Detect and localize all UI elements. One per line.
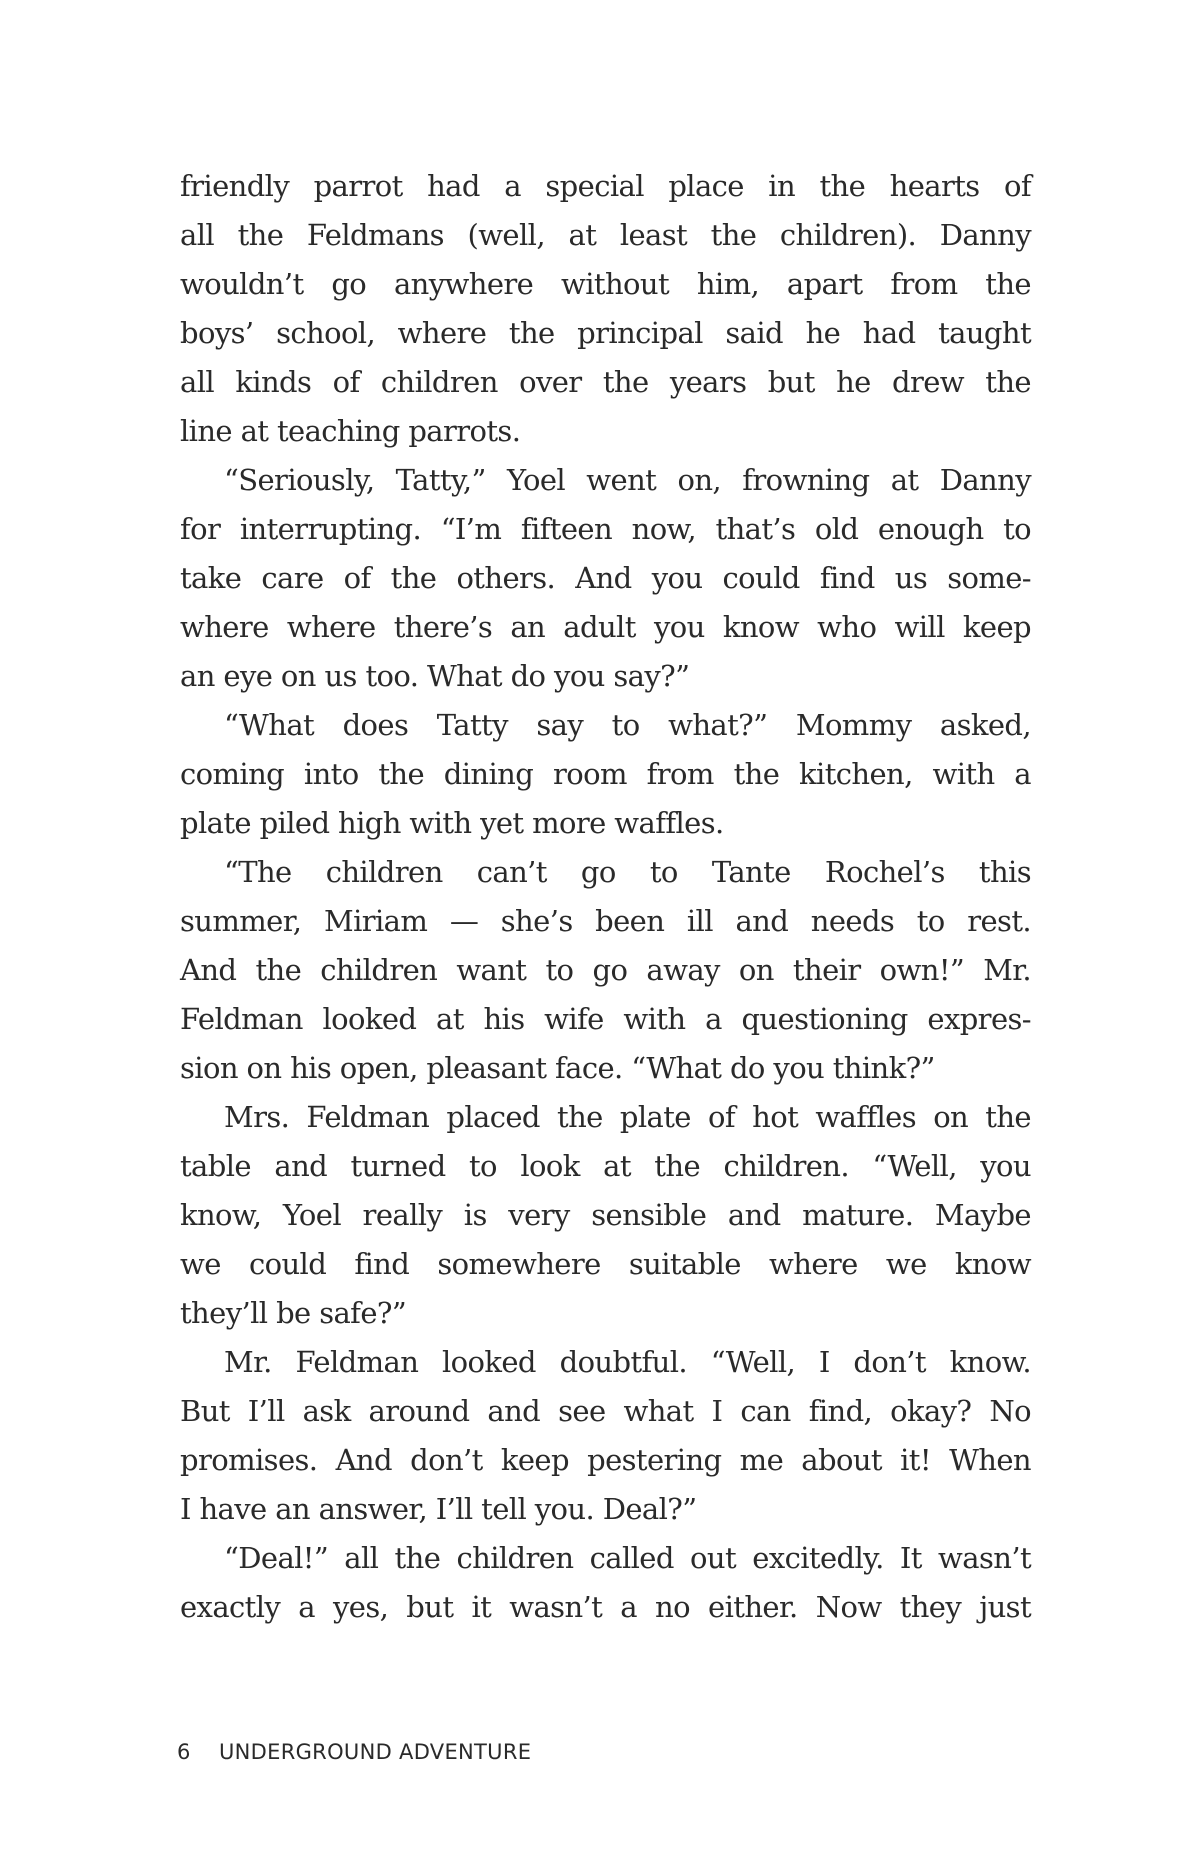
text-line: an eye on us too. What do you say?” bbox=[180, 659, 690, 693]
text-line: I have an answer, I’ll tell you. Deal?” bbox=[180, 1492, 697, 1526]
text-line: they’ll be safe?” bbox=[180, 1296, 407, 1330]
running-footer bbox=[177, 1740, 531, 1764]
text-line: all the Feldmans (well, at least the children). Danny bbox=[180, 218, 1031, 252]
text-line: exactly a yes, but it wasn’t a no either. Now they just bbox=[180, 1590, 1031, 1624]
paragraph bbox=[180, 1534, 1031, 1632]
text-line: know, Yoel really is very sensible and mature. Maybe bbox=[180, 1198, 1031, 1232]
text-line: summer, Miriam — she’s been ill and needs to rest. bbox=[180, 904, 1031, 938]
text-line: Mrs. Feldman placed the plate of hot waffles on the bbox=[224, 1100, 1031, 1134]
text-line: for interrupting. “I’m fifteen now, that’s old enough to bbox=[180, 512, 1031, 546]
text-line: plate piled high with yet more waffles. bbox=[180, 806, 724, 840]
paragraph bbox=[180, 456, 1031, 701]
page-number: 6 bbox=[177, 1740, 191, 1764]
text-line: sion on his open, pleasant face. “What do you think?” bbox=[180, 1051, 935, 1085]
text-line: friendly parrot had a special place in the hearts of bbox=[180, 169, 1031, 203]
text-line: we could find somewhere suitable where we know bbox=[180, 1247, 1031, 1281]
paragraph bbox=[180, 701, 1031, 848]
text-line: “Deal!” all the children called out excitedly. It wasn’t bbox=[224, 1541, 1031, 1575]
book-title: UNDERGROUND ADVENTURE bbox=[219, 1740, 532, 1764]
text-line: But I’ll ask around and see what I can find, okay? No bbox=[180, 1394, 1031, 1428]
text-line: promises. And don’t keep pestering me about it! When bbox=[180, 1443, 1031, 1477]
text-line: wouldn’t go anywhere without him, apart from the bbox=[180, 267, 1031, 301]
text-line: “The children can’t go to Tante Rochel’s this bbox=[224, 855, 1031, 889]
text-line: Feldman looked at his wife with a questioning expres- bbox=[180, 1002, 1031, 1036]
text-line: line at teaching parrots. bbox=[180, 414, 521, 448]
text-line: table and turned to look at the children. “Well, you bbox=[180, 1149, 1031, 1183]
paragraph bbox=[180, 848, 1031, 1093]
text-line: “Seriously, Tatty,” Yoel went on, frowning at Danny bbox=[224, 463, 1031, 497]
text-line: boys’ school, where the principal said he had taught bbox=[180, 316, 1031, 350]
text-line: take care of the others. And you could find us some- bbox=[180, 561, 1031, 595]
text-line: coming into the dining room from the kitchen, with a bbox=[180, 757, 1031, 791]
paragraph bbox=[180, 162, 1031, 456]
text-line: all kinds of children over the years but he drew the bbox=[180, 365, 1031, 399]
paragraph bbox=[180, 1093, 1031, 1338]
text-line: “What does Tatty say to what?” Mommy asked, bbox=[224, 708, 1031, 742]
text-line: Mr. Feldman looked doubtful. “Well, I don’t know. bbox=[224, 1345, 1031, 1379]
paragraph bbox=[180, 1338, 1031, 1534]
text-line: where where there’s an adult you know who will keep bbox=[180, 610, 1031, 644]
page-body bbox=[180, 162, 1031, 1632]
text-line: And the children want to go away on their own!” Mr. bbox=[180, 953, 1031, 987]
